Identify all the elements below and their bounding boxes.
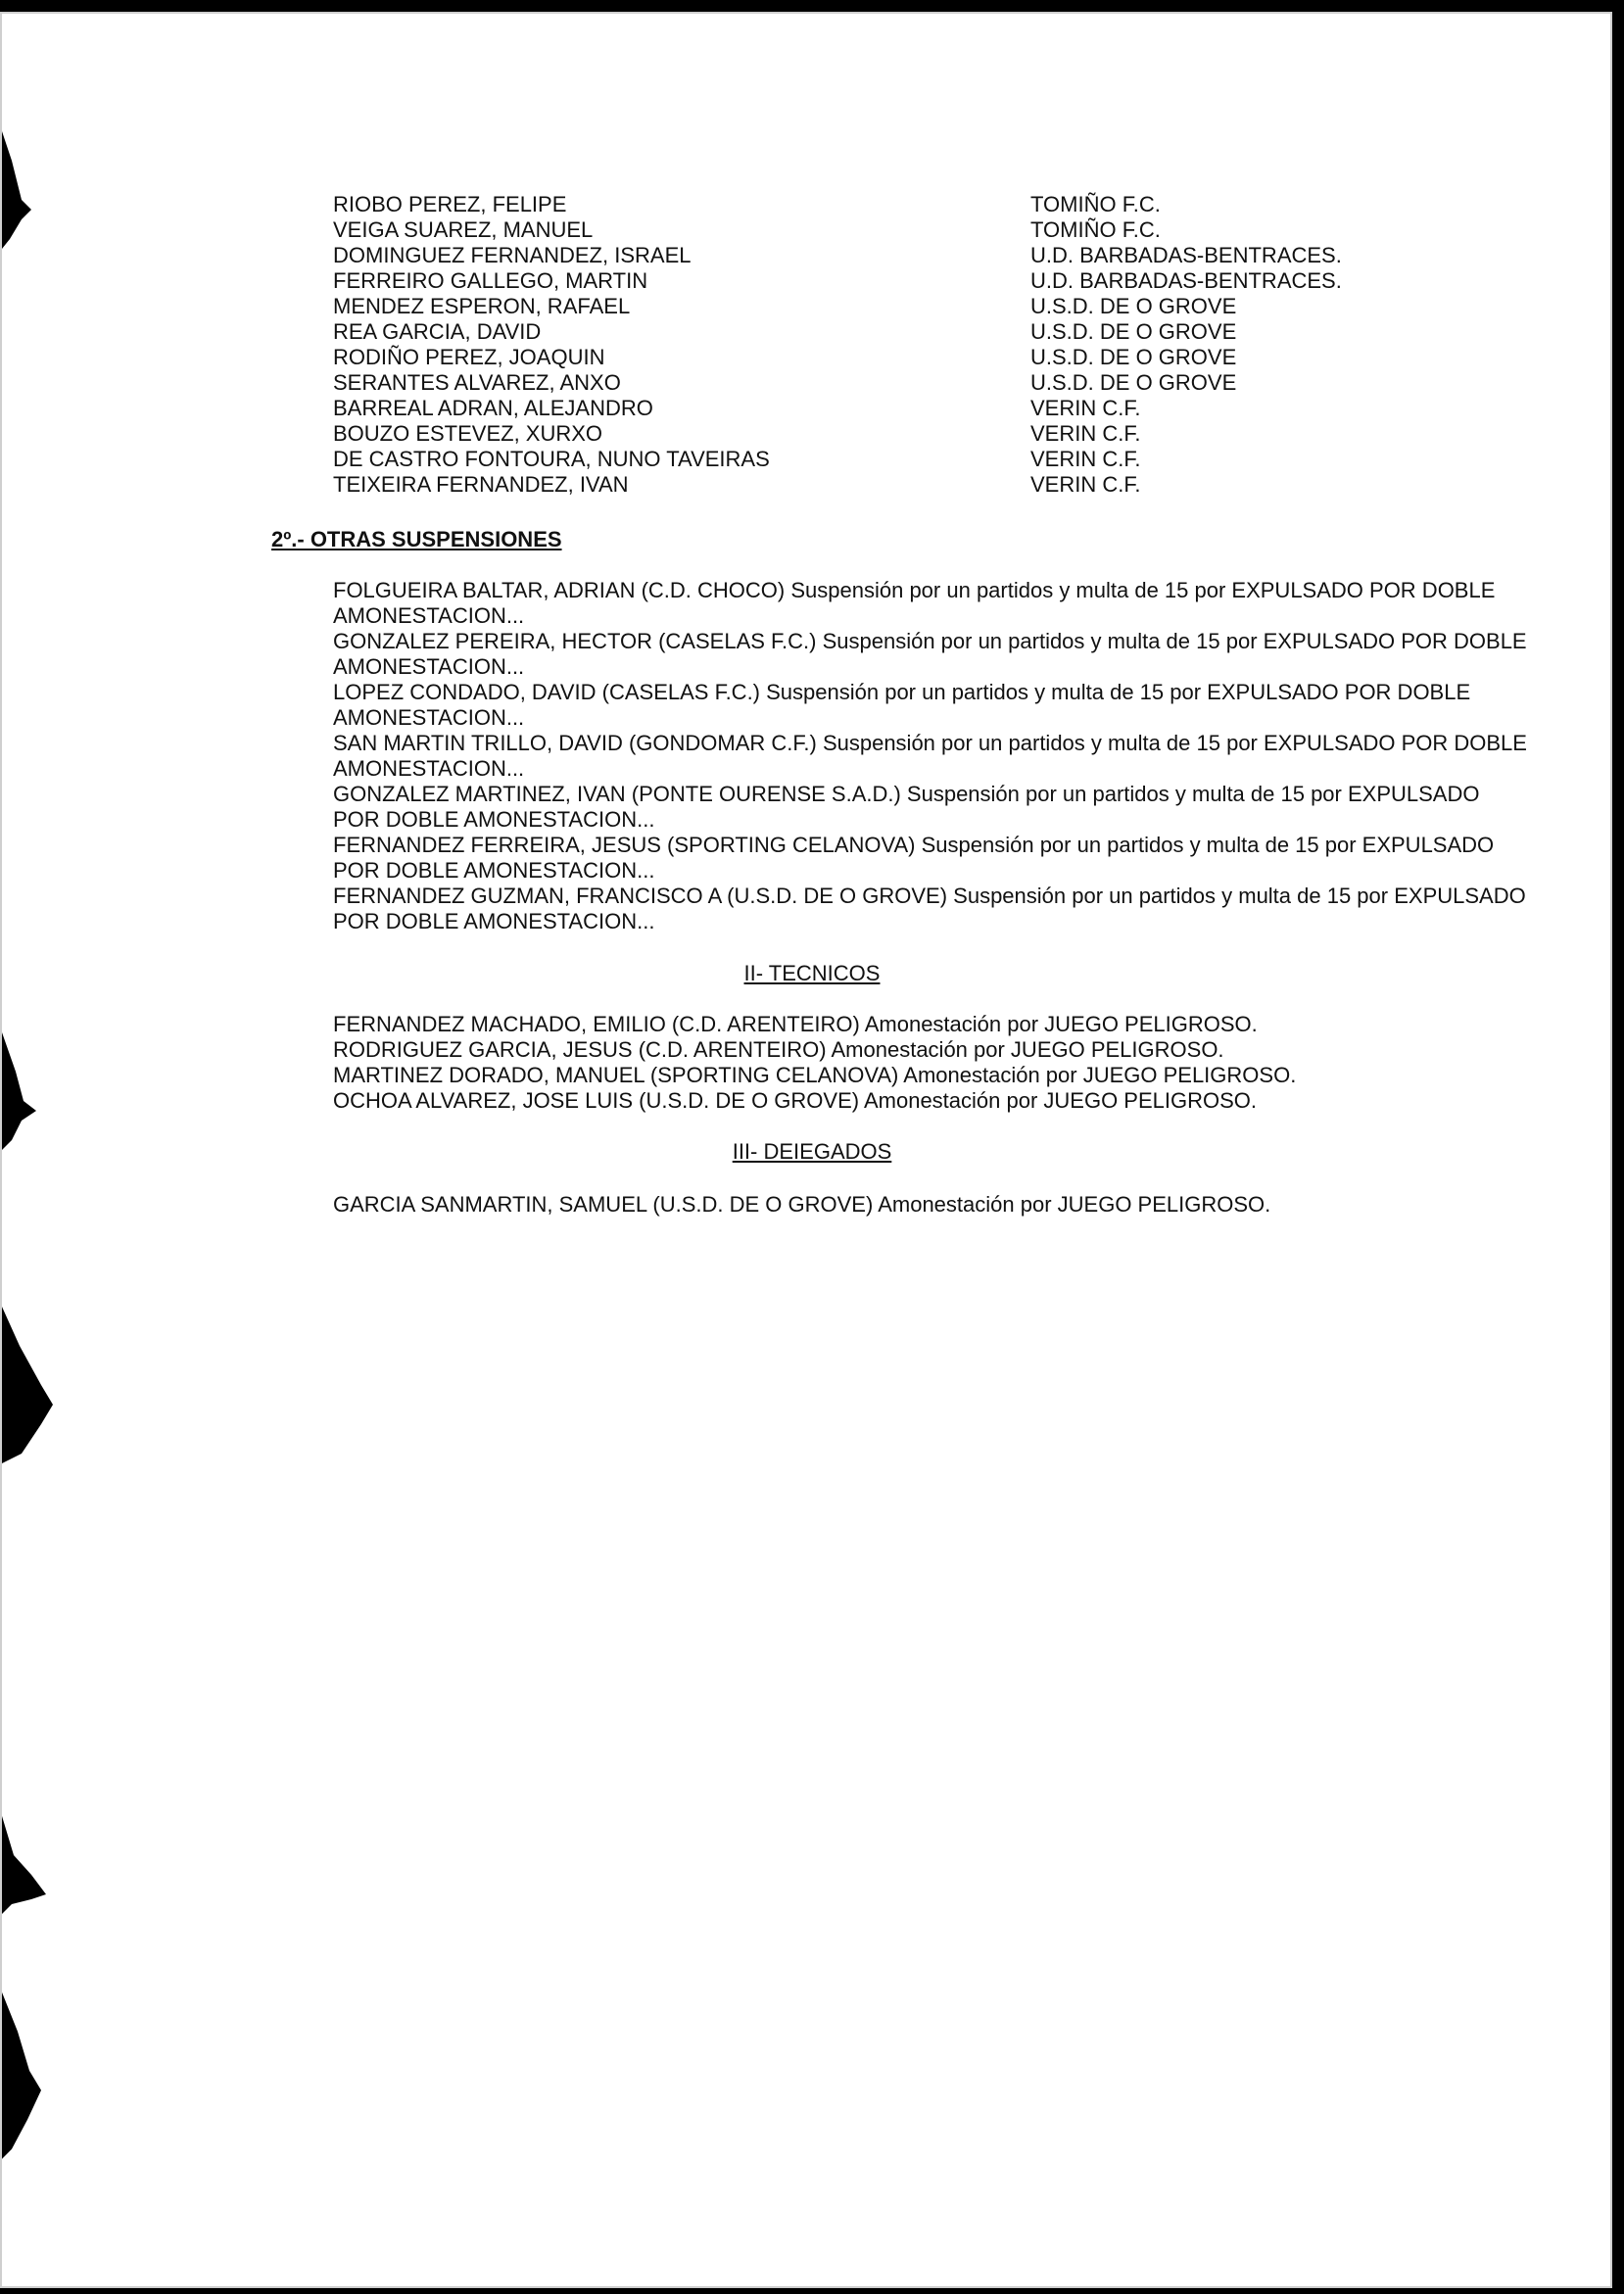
player-name: SERANTES ALVAREZ, ANXO: [333, 370, 621, 395]
tecnico-item: FERNANDEZ MACHADO, EMILIO (C.D. ARENTEIRO) Amonestación por JUEGO PELIGROSO.: [333, 1012, 1258, 1036]
sanction-list: [333, 578, 1528, 934]
player-club: U.S.D. DE O GROVE: [1030, 345, 1237, 369]
player-row: [333, 447, 1410, 472]
player-name: BOUZO ESTEVEZ, XURXO: [333, 421, 603, 446]
tecnico-item: MARTINEZ DORADO, MANUEL (SPORTING CELANOVA) Amonestación por JUEGO PELIGROSO.: [333, 1063, 1297, 1087]
player-club: TOMIÑO F.C.: [1030, 192, 1161, 216]
player-name: RIOBO PEREZ, FELIPE: [333, 192, 567, 216]
player-row: [333, 421, 1410, 447]
player-club: TOMIÑO F.C.: [1030, 217, 1161, 242]
delegados-list: [333, 1192, 1528, 1218]
player-name: TEIXEIRA FERNANDEZ, IVAN: [333, 472, 629, 497]
sanction-item: FERNANDEZ FERREIRA, JESUS (SPORTING CELANOVA) Suspensión por un partidos y multa de 15 por EXPULSADO POR DOBLE AMONESTACION...: [333, 833, 1495, 883]
player-row: [333, 268, 1410, 294]
player-row: [333, 472, 1410, 498]
sanction-item: SAN MARTIN TRILLO, DAVID (GONDOMAR C.F.) Suspensión por un partidos y multa de 15 por EXPULSADO POR DOBLE AMONESTACION...: [333, 731, 1527, 781]
tecnico-item: OCHOA ALVAREZ, JOSE LUIS (U.S.D. DE O GROVE) Amonestación por JUEGO PELIGROSO.: [333, 1088, 1258, 1113]
sanction-item: FOLGUEIRA BALTAR, ADRIAN (C.D. CHOCO) Suspensión por un partidos y multa de 15 por EXPULSADO POR DOBLE AMONESTACION...: [333, 578, 1496, 628]
tecnico-item: RODRIGUEZ GARCIA, JESUS (C.D. ARENTEIRO) Amonestación por JUEGO PELIGROSO.: [333, 1037, 1224, 1062]
section-heading-tecnicos: II- TECNICOS: [743, 961, 881, 985]
player-row: [333, 319, 1410, 345]
sanction-item: GONZALEZ MARTINEZ, IVAN (PONTE OURENSE S.A.D.) Suspensión por un partidos y multa de 15 por EXPULSADO POR DOBLE AMONESTACION...: [333, 782, 1480, 832]
player-name: FERREIRO GALLEGO, MARTIN: [333, 268, 648, 293]
player-name: DE CASTRO FONTOURA, NUNO TAVEIRAS: [333, 447, 770, 471]
sanction-item: FERNANDEZ GUZMAN, FRANCISCO A (U.S.D. DE O GROVE) Suspensión por un partidos y multa de 15 por EXPULSADO POR DOBLE AMONESTACION...: [333, 884, 1526, 933]
player-row: [333, 217, 1410, 243]
player-name: REA GARCIA, DAVID: [333, 319, 542, 344]
player-name: VEIGA SUAREZ, MANUEL: [333, 217, 594, 242]
player-name: BARREAL ADRAN, ALEJANDRO: [333, 396, 653, 420]
section-heading-delegados: III- DEIEGADOS: [732, 1139, 892, 1164]
player-club: U.S.D. DE O GROVE: [1030, 319, 1237, 344]
player-club: U.S.D. DE O GROVE: [1030, 370, 1237, 395]
player-name: RODIÑO PEREZ, JOAQUIN: [333, 345, 605, 369]
player-club: U.D. BARBADAS-BENTRACES.: [1030, 243, 1342, 267]
sanction-item: GONZALEZ PEREIRA, HECTOR (CASELAS F.C.) Suspensión por un partidos y multa de 15 por EXPULSADO POR DOBLE AMONESTACION...: [333, 629, 1527, 679]
tecnicos-list: [333, 1012, 1528, 1114]
player-name: DOMINGUEZ FERNANDEZ, ISRAEL: [333, 243, 692, 267]
player-list: [333, 192, 1410, 498]
player-name: MENDEZ ESPERON, RAFAEL: [333, 294, 631, 318]
sanction-item: LOPEZ CONDADO, DAVID (CASELAS F.C.) Suspensión por un partidos y multa de 15 por EXPULSADO POR DOBLE AMONESTACION...: [333, 680, 1471, 730]
player-club: VERIN C.F.: [1030, 396, 1141, 420]
delegado-item: GARCIA SANMARTIN, SAMUEL (U.S.D. DE O GROVE) Amonestación por JUEGO PELIGROSO.: [333, 1192, 1271, 1217]
player-club: VERIN C.F.: [1030, 447, 1141, 471]
player-club: VERIN C.F.: [1030, 421, 1141, 446]
player-club: U.D. BARBADAS-BENTRACES.: [1030, 268, 1342, 293]
player-row: [333, 345, 1410, 370]
player-row: [333, 192, 1410, 217]
player-row: [333, 370, 1410, 396]
player-row: [333, 396, 1410, 421]
player-club: VERIN C.F.: [1030, 472, 1141, 497]
player-row: [333, 243, 1410, 268]
section-heading-otras-suspensiones: 2º.- OTRAS SUSPENSIONES: [271, 527, 562, 551]
player-row: [333, 294, 1410, 319]
player-club: U.S.D. DE O GROVE: [1030, 294, 1237, 318]
